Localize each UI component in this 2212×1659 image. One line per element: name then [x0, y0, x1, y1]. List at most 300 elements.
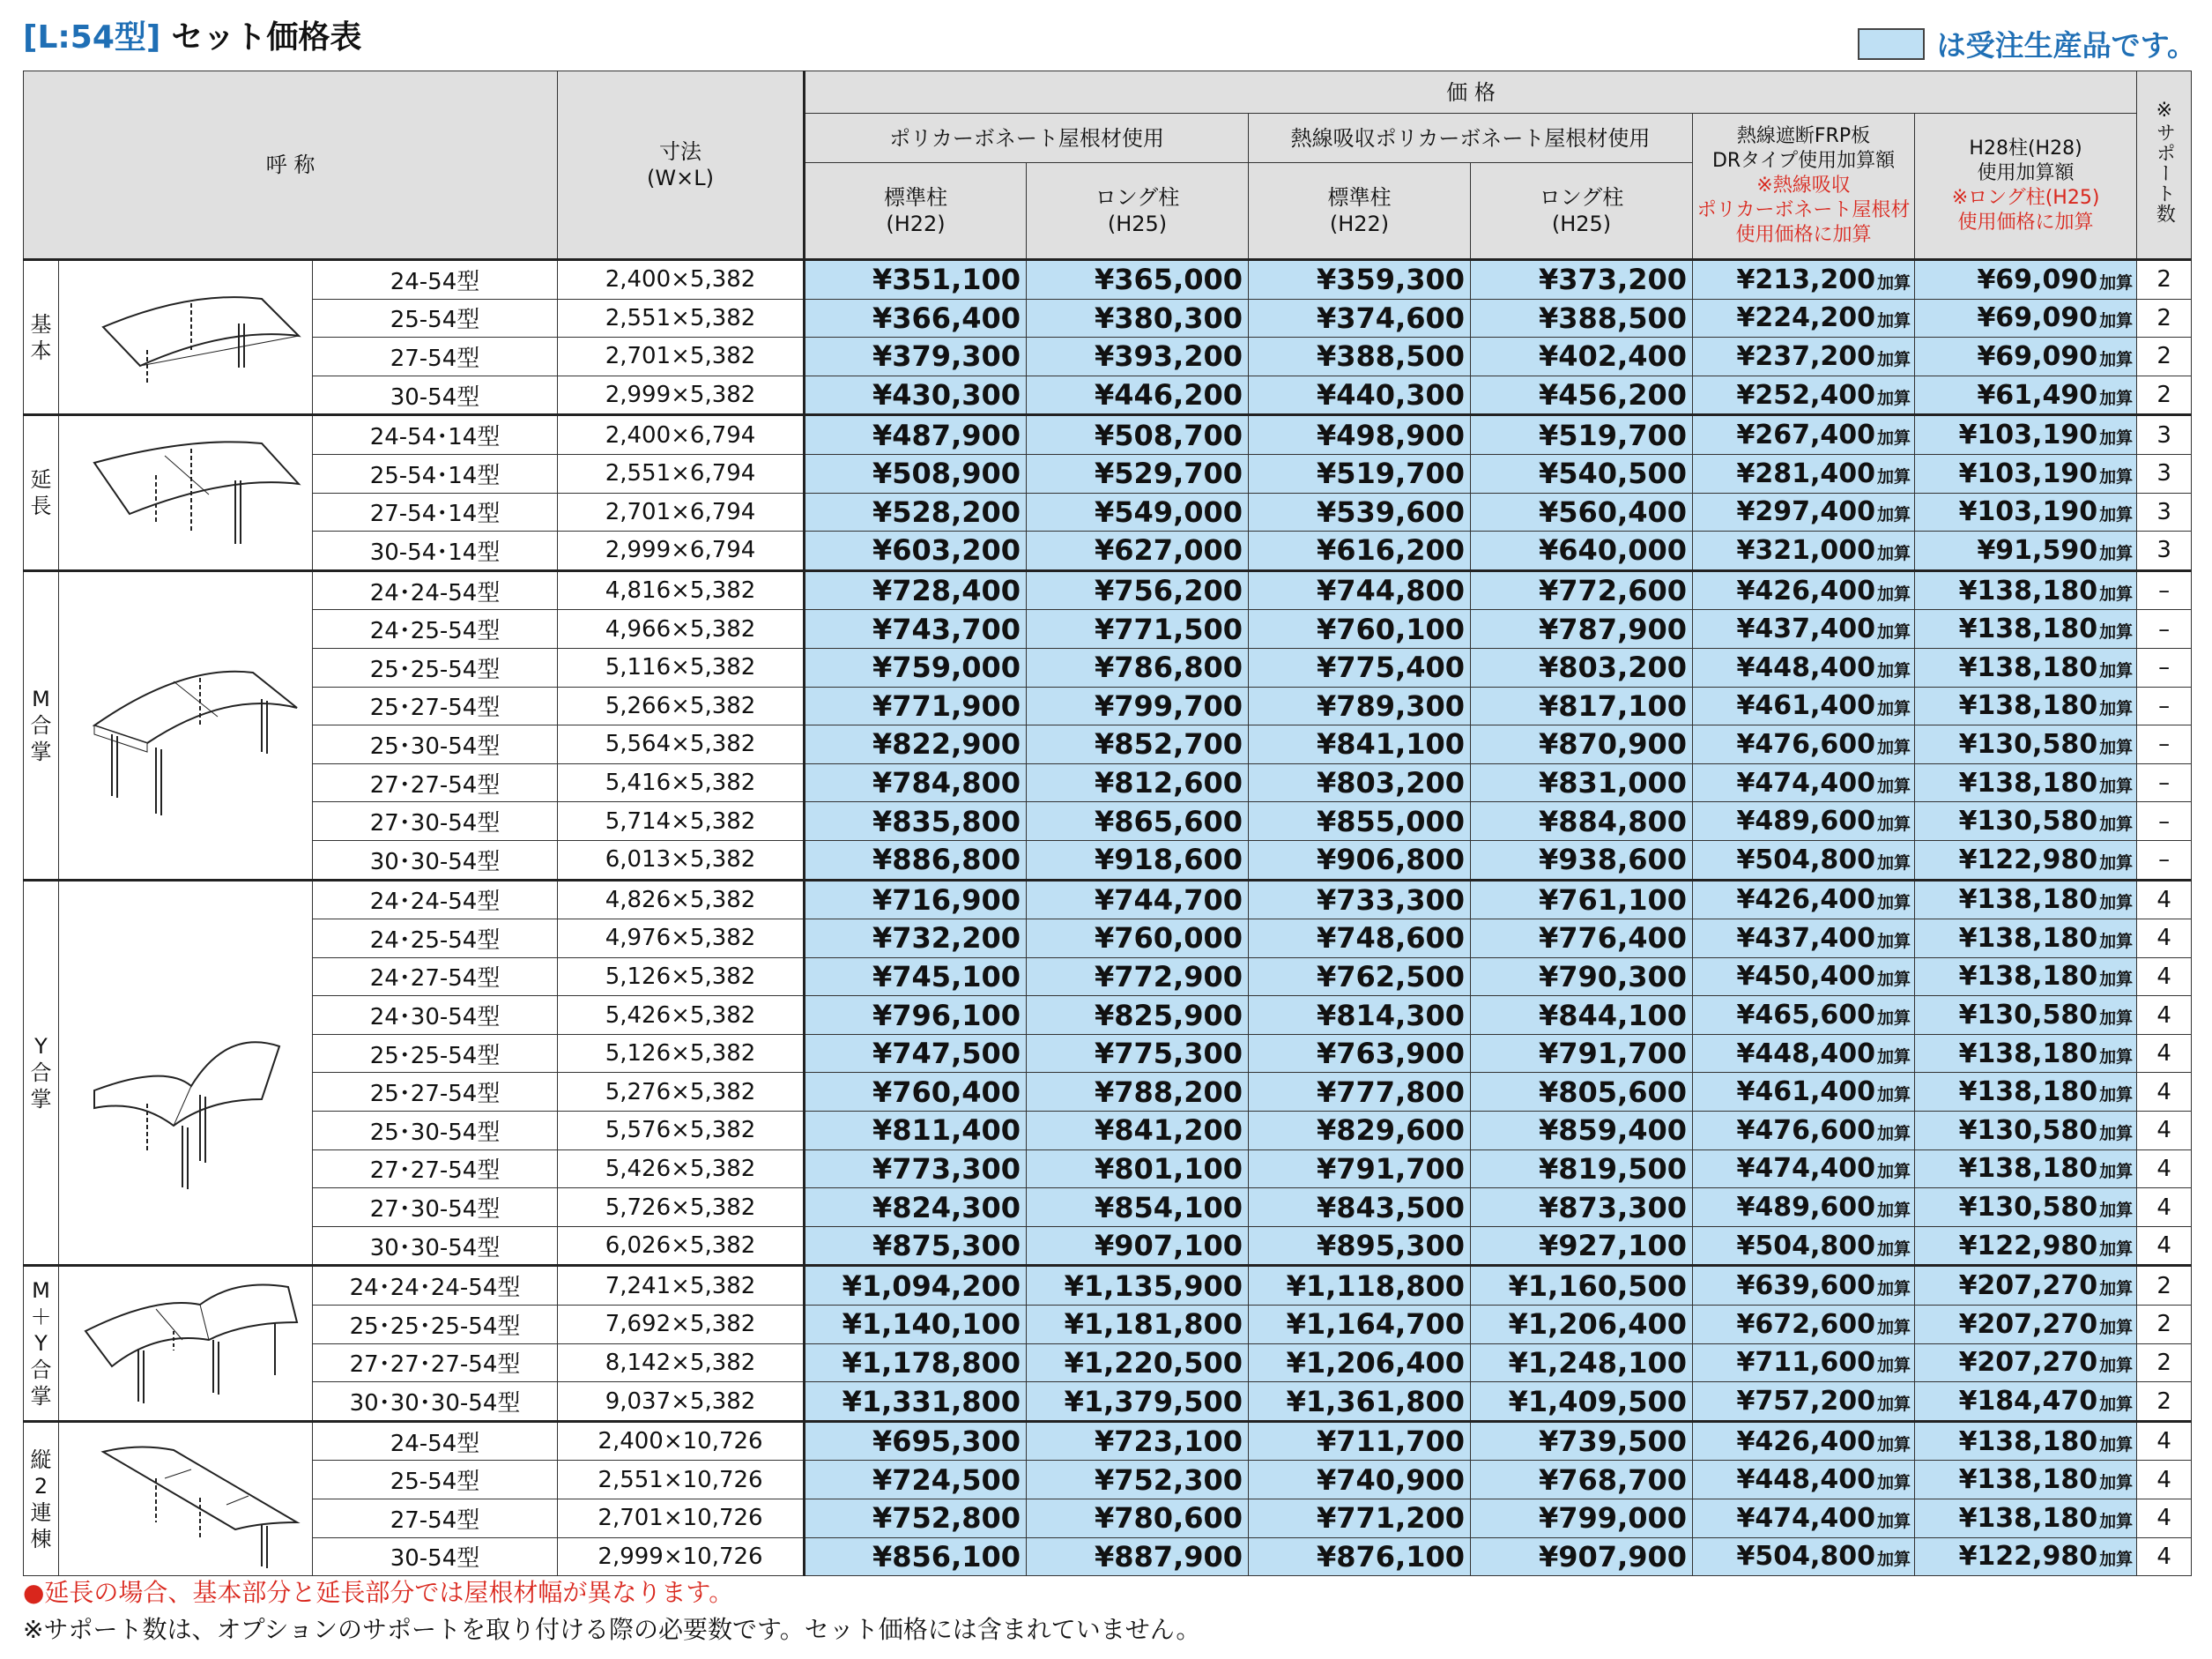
h28-value: ¥138,180 — [1958, 690, 2098, 722]
dimensions: 4,966×5,382 — [558, 610, 805, 649]
h28-value: ¥130,580 — [1958, 1114, 2098, 1146]
frp-value: ¥461,400 — [1736, 1076, 1875, 1108]
frp-value: ¥237,200 — [1736, 340, 1875, 372]
price-pc-standard: ¥1,178,800 — [805, 1343, 1027, 1382]
dimensions: 4,826×5,382 — [558, 880, 805, 919]
model-name: 25-54型 — [313, 1461, 558, 1499]
add-suffix: 加算 — [2099, 893, 2134, 913]
support-count: 2 — [2137, 338, 2192, 376]
support-count: 4 — [2137, 1537, 2192, 1576]
h28-value: ¥103,190 — [1958, 420, 2098, 451]
price-heat-standard: ¥440,300 — [1249, 376, 1471, 415]
header-heat-absorbing: 熱線吸収ポリカーボネート屋根材使用 — [1249, 114, 1693, 163]
price-h28-addition — [1915, 648, 2137, 687]
dimensions: 2,701×6,794 — [558, 493, 805, 532]
price-frp-addition — [1693, 957, 1915, 996]
add-suffix: 加算 — [2099, 1317, 2134, 1337]
model-name: 27-54･14型 — [313, 493, 558, 532]
price-frp-addition — [1693, 299, 1915, 338]
add-suffix: 加算 — [1877, 1434, 1911, 1454]
h28-value: ¥103,190 — [1958, 496, 2098, 528]
dimensions: 5,714×5,382 — [558, 802, 805, 841]
group-label-char: 合 — [30, 712, 52, 738]
price-pc-standard: ¥747,500 — [805, 1034, 1027, 1073]
support-count: – — [2137, 648, 2192, 687]
price-heat-long: ¥1,409,500 — [1471, 1382, 1693, 1422]
dimensions: 9,037×5,382 — [558, 1382, 805, 1422]
add-suffix: 加算 — [2099, 1162, 2134, 1182]
add-suffix: 加算 — [2099, 1550, 2134, 1570]
model-name: 27･27-54型 — [313, 763, 558, 802]
add-suffix: 加算 — [2099, 1046, 2134, 1067]
price-pc-long: ¥549,000 — [1027, 493, 1249, 532]
price-heat-standard: ¥748,600 — [1249, 919, 1471, 958]
price-frp-addition — [1693, 1306, 1915, 1344]
price-pc-long: ¥852,700 — [1027, 725, 1249, 764]
table-row — [24, 1499, 2192, 1538]
add-suffix: 加算 — [1877, 505, 1911, 525]
model-name: 27･30-54型 — [313, 802, 558, 841]
group-label-char: 長 — [30, 494, 52, 519]
add-suffix: 加算 — [1877, 1085, 1911, 1105]
support-count: – — [2137, 687, 2192, 725]
page-title — [23, 12, 361, 56]
price-heat-standard: ¥775,400 — [1249, 648, 1471, 687]
dimensions: 5,116×5,382 — [558, 648, 805, 687]
table-row — [24, 919, 2192, 958]
price-heat-long: ¥768,700 — [1471, 1461, 1693, 1499]
price-heat-standard: ¥814,300 — [1249, 996, 1471, 1035]
add-suffix: 加算 — [2099, 1123, 2134, 1143]
price-h28-addition — [1915, 493, 2137, 532]
dimensions: 5,726×5,382 — [558, 1188, 805, 1227]
add-suffix: 加算 — [2099, 1239, 2134, 1259]
dimensions: 2,999×10,726 — [558, 1537, 805, 1576]
price-heat-long: ¥831,000 — [1471, 763, 1693, 802]
table-row — [24, 1112, 2192, 1150]
price-pc-long: ¥775,300 — [1027, 1034, 1249, 1073]
price-heat-standard: ¥711,700 — [1249, 1421, 1471, 1461]
price-heat-long: ¥927,100 — [1471, 1226, 1693, 1266]
table-row — [24, 802, 2192, 841]
price-frp-addition — [1693, 415, 1915, 455]
header-ha-standard: 標準柱 (H22) — [1249, 163, 1471, 260]
support-count: 2 — [2137, 1382, 2192, 1422]
price-pc-long: ¥854,100 — [1027, 1188, 1249, 1227]
table-row — [24, 1343, 2192, 1382]
extended-carport-illustration — [59, 415, 313, 570]
group-label-char: 棟 — [30, 1526, 52, 1551]
add-suffix: 加算 — [1877, 970, 1911, 990]
model-name: 24-54･14型 — [313, 415, 558, 455]
group-label — [24, 570, 59, 880]
add-suffix: 加算 — [2099, 1511, 2134, 1531]
table-row — [24, 1421, 2192, 1461]
price-h28-addition — [1915, 996, 2137, 1035]
model-name: 25･25-54型 — [313, 648, 558, 687]
table-row — [24, 1073, 2192, 1112]
price-pc-standard: ¥773,300 — [805, 1149, 1027, 1188]
h28-value: ¥91,590 — [1977, 534, 2098, 566]
price-pc-long: ¥771,500 — [1027, 610, 1249, 649]
price-heat-long: ¥799,000 — [1471, 1499, 1693, 1538]
model-name: 24-54型 — [313, 1421, 558, 1461]
table-row — [24, 1461, 2192, 1499]
model-name: 25-54型 — [313, 299, 558, 338]
add-suffix: 加算 — [2099, 466, 2134, 487]
table-row — [24, 376, 2192, 415]
price-frp-addition — [1693, 687, 1915, 725]
model-name: 30-54型 — [313, 376, 558, 415]
add-suffix: 加算 — [2099, 311, 2134, 331]
price-h28-addition — [1915, 880, 2137, 919]
add-suffix: 加算 — [1877, 1395, 1911, 1415]
h28-value: ¥138,180 — [1958, 1425, 2098, 1457]
add-suffix: 加算 — [2099, 931, 2134, 951]
price-h28-addition — [1915, 299, 2137, 338]
price-frp-addition — [1693, 338, 1915, 376]
price-frp-addition — [1693, 1073, 1915, 1112]
model-name: 24-54型 — [313, 260, 558, 300]
price-pc-long: ¥887,900 — [1027, 1537, 1249, 1576]
header-dimensions: 寸法 (W×L) — [558, 71, 805, 260]
group-label-char: 掌 — [30, 739, 52, 764]
price-heat-standard: ¥760,100 — [1249, 610, 1471, 649]
add-suffix: 加算 — [1877, 1239, 1911, 1259]
dimensions: 2,551×5,382 — [558, 299, 805, 338]
support-count: 2 — [2137, 299, 2192, 338]
table-row — [24, 1266, 2192, 1306]
support-count: 3 — [2137, 493, 2192, 532]
model-name: 27･27･27-54型 — [313, 1343, 558, 1382]
h28-value: ¥69,090 — [1977, 264, 2098, 295]
dimensions: 2,400×6,794 — [558, 415, 805, 455]
price-heat-long: ¥791,700 — [1471, 1034, 1693, 1073]
support-count: – — [2137, 570, 2192, 610]
add-suffix: 加算 — [2099, 622, 2134, 643]
support-count: 4 — [2137, 880, 2192, 919]
price-frp-addition — [1693, 1266, 1915, 1306]
add-suffix: 加算 — [2099, 1434, 2134, 1454]
price-heat-long: ¥844,100 — [1471, 996, 1693, 1035]
price-pc-long: ¥865,600 — [1027, 802, 1249, 841]
price-frp-addition — [1693, 610, 1915, 649]
h28-value: ¥138,180 — [1958, 1464, 2098, 1496]
price-pc-standard: ¥856,100 — [805, 1537, 1027, 1576]
price-pc-long: ¥788,200 — [1027, 1073, 1249, 1112]
price-pc-long: ¥380,300 — [1027, 299, 1249, 338]
add-suffix: 加算 — [1877, 1356, 1911, 1376]
table-row — [24, 840, 2192, 880]
frp-value: ¥672,600 — [1736, 1308, 1875, 1340]
frp-value: ¥489,600 — [1736, 806, 1875, 837]
h28-value: ¥130,580 — [1958, 728, 2098, 760]
h28-value: ¥138,180 — [1958, 767, 2098, 799]
group-label-char: Y — [34, 1331, 48, 1357]
add-suffix: 加算 — [2099, 428, 2134, 449]
price-pc-standard: ¥716,900 — [805, 880, 1027, 919]
price-pc-standard: ¥724,500 — [805, 1461, 1027, 1499]
price-pc-long: ¥393,200 — [1027, 338, 1249, 376]
model-name: 25･30-54型 — [313, 725, 558, 764]
dimensions: 4,816×5,382 — [558, 570, 805, 610]
group-label-char: 連 — [30, 1499, 52, 1525]
add-suffix: 加算 — [1877, 931, 1911, 951]
price-heat-standard: ¥906,800 — [1249, 840, 1471, 880]
add-suffix: 加算 — [1877, 272, 1911, 293]
support-count: 4 — [2137, 1421, 2192, 1461]
price-heat-long: ¥456,200 — [1471, 376, 1693, 415]
price-h28-addition — [1915, 919, 2137, 958]
add-suffix: 加算 — [1877, 622, 1911, 643]
note-extension: ●延長の場合、基本部分と延長部分では屋根材幅が異なります。 — [23, 1578, 734, 1607]
support-count: 2 — [2137, 1306, 2192, 1344]
price-pc-standard: ¥835,800 — [805, 802, 1027, 841]
table-row — [24, 763, 2192, 802]
table-row — [24, 493, 2192, 532]
dimensions: 6,013×5,382 — [558, 840, 805, 880]
price-h28-addition — [1915, 957, 2137, 996]
price-pc-standard: ¥508,900 — [805, 454, 1027, 493]
add-suffix: 加算 — [1877, 428, 1911, 449]
price-heat-standard: ¥841,100 — [1249, 725, 1471, 764]
table-row — [24, 996, 2192, 1035]
dimensions: 5,276×5,382 — [558, 1073, 805, 1112]
frp-value: ¥297,400 — [1736, 496, 1875, 528]
price-table-body — [24, 260, 2192, 1576]
price-pc-standard: ¥695,300 — [805, 1421, 1027, 1461]
frp-value: ¥489,600 — [1736, 1192, 1875, 1224]
price-pc-standard: ¥824,300 — [805, 1188, 1027, 1227]
table-row — [24, 1382, 2192, 1422]
dimensions: 7,241×5,382 — [558, 1266, 805, 1306]
table-row — [24, 1149, 2192, 1188]
add-suffix: 加算 — [1877, 737, 1911, 757]
dimensions: 5,416×5,382 — [558, 763, 805, 802]
note-support: ※サポート数は、オプションのサポートを取り付ける際の必要数です。セット価格には含まれていません。 — [23, 1615, 1201, 1644]
price-h28-addition — [1915, 1112, 2137, 1150]
table-row — [24, 1034, 2192, 1073]
h28-value: ¥61,490 — [1977, 379, 2098, 411]
price-heat-long: ¥907,900 — [1471, 1537, 1693, 1576]
header-frp: 熱線遮断FRP板 DRタイプ使用加算額 ※熱線吸収 ポリカーボネート屋根材 使用価格に加算 — [1693, 114, 1915, 260]
price-frp-addition — [1693, 840, 1915, 880]
frp-value: ¥465,600 — [1736, 1000, 1875, 1031]
dimensions: 2,400×10,726 — [558, 1421, 805, 1461]
group-label-char: 本 — [30, 338, 52, 363]
price-h28-addition — [1915, 1421, 2137, 1461]
price-h28-addition — [1915, 725, 2137, 764]
group-label-char: M — [32, 686, 50, 711]
price-pc-standard: ¥351,100 — [805, 260, 1027, 300]
add-suffix: 加算 — [2099, 776, 2134, 796]
price-heat-standard: ¥388,500 — [1249, 338, 1471, 376]
dimensions: 5,576×5,382 — [558, 1112, 805, 1150]
dimensions: 2,551×10,726 — [558, 1461, 805, 1499]
h28-value: ¥207,270 — [1958, 1347, 2098, 1379]
h28-value: ¥130,580 — [1958, 1192, 2098, 1224]
price-h28-addition — [1915, 532, 2137, 571]
dimensions: 5,126×5,382 — [558, 1034, 805, 1073]
add-suffix: 加算 — [2099, 737, 2134, 757]
header-ha-long: ロング柱 (H25) — [1471, 163, 1693, 260]
frp-value: ¥437,400 — [1736, 922, 1875, 954]
price-pc-standard: ¥760,400 — [805, 1073, 1027, 1112]
price-h28-addition — [1915, 1226, 2137, 1266]
price-pc-long: ¥1,220,500 — [1027, 1343, 1249, 1382]
price-pc-long: ¥801,100 — [1027, 1149, 1249, 1188]
price-h28-addition — [1915, 610, 2137, 649]
model-name: 27･30-54型 — [313, 1188, 558, 1227]
table-row — [24, 454, 2192, 493]
price-pc-long: ¥1,135,900 — [1027, 1266, 1249, 1306]
add-suffix: 加算 — [2099, 1008, 2134, 1029]
price-heat-standard: ¥1,206,400 — [1249, 1343, 1471, 1382]
add-suffix: 加算 — [2099, 1279, 2134, 1299]
table-row — [24, 415, 2192, 455]
add-suffix: 加算 — [2099, 1395, 2134, 1415]
add-suffix: 加算 — [1877, 466, 1911, 487]
h28-value: ¥69,090 — [1977, 340, 2098, 372]
support-count: 3 — [2137, 454, 2192, 493]
support-count: – — [2137, 802, 2192, 841]
add-suffix: 加算 — [2099, 1201, 2134, 1221]
price-h28-addition — [1915, 415, 2137, 455]
notes — [23, 1574, 1200, 1648]
frp-value: ¥213,200 — [1736, 264, 1875, 295]
model-name: 27･27-54型 — [313, 1149, 558, 1188]
group-label-char: 掌 — [30, 1384, 52, 1410]
header-polycarbonate: ポリカーボネート屋根材使用 — [805, 114, 1249, 163]
model-name: 24･24-54型 — [313, 570, 558, 610]
dimensions: 7,692×5,382 — [558, 1306, 805, 1344]
add-suffix: 加算 — [2099, 543, 2134, 563]
frp-value: ¥437,400 — [1736, 614, 1875, 645]
model-name: 30･30･30-54型 — [313, 1382, 558, 1422]
table-row — [24, 299, 2192, 338]
price-h28-addition — [1915, 338, 2137, 376]
h28-value: ¥138,180 — [1958, 922, 2098, 954]
price-pc-standard: ¥728,400 — [805, 570, 1027, 610]
price-frp-addition — [1693, 1188, 1915, 1227]
support-count: 3 — [2137, 532, 2192, 571]
price-heat-long: ¥761,100 — [1471, 880, 1693, 919]
add-suffix: 加算 — [1877, 1123, 1911, 1143]
support-count: 2 — [2137, 376, 2192, 415]
price-heat-standard: ¥744,800 — [1249, 570, 1471, 610]
h28-value: ¥207,270 — [1958, 1308, 2098, 1340]
price-heat-standard: ¥789,300 — [1249, 687, 1471, 725]
support-count: – — [2137, 763, 2192, 802]
model-name: 27-54型 — [313, 338, 558, 376]
model-name: 25･27-54型 — [313, 687, 558, 725]
price-frp-addition — [1693, 880, 1915, 919]
support-count: 2 — [2137, 260, 2192, 300]
add-suffix: 加算 — [1877, 543, 1911, 563]
frp-value: ¥450,400 — [1736, 961, 1875, 993]
h28-value: ¥69,090 — [1977, 302, 2098, 334]
support-count: 4 — [2137, 1149, 2192, 1188]
table-row — [24, 648, 2192, 687]
price-pc-standard: ¥822,900 — [805, 725, 1027, 764]
price-heat-standard: ¥498,900 — [1249, 415, 1471, 455]
price-h28-addition — [1915, 763, 2137, 802]
support-count: – — [2137, 610, 2192, 649]
price-heat-standard: ¥895,300 — [1249, 1226, 1471, 1266]
frp-value: ¥426,400 — [1736, 884, 1875, 916]
price-h28-addition — [1915, 570, 2137, 610]
price-frp-addition — [1693, 725, 1915, 764]
add-suffix: 加算 — [1877, 1201, 1911, 1221]
h28-value: ¥138,180 — [1958, 651, 2098, 683]
price-pc-standard: ¥759,000 — [805, 648, 1027, 687]
support-count: 4 — [2137, 1112, 2192, 1150]
add-suffix: 加算 — [1877, 852, 1911, 873]
frp-value: ¥281,400 — [1736, 458, 1875, 489]
price-h28-addition — [1915, 687, 2137, 725]
table-row — [24, 610, 2192, 649]
add-suffix: 加算 — [2099, 272, 2134, 293]
frp-value: ¥476,600 — [1736, 728, 1875, 760]
model-name: 24･25-54型 — [313, 610, 558, 649]
model-code: [L:54型] — [23, 19, 161, 56]
price-frp-addition — [1693, 919, 1915, 958]
price-frp-addition — [1693, 376, 1915, 415]
h28-value: ¥138,180 — [1958, 961, 2098, 993]
price-frp-addition — [1693, 260, 1915, 300]
frp-value: ¥426,400 — [1736, 1425, 1875, 1457]
price-pc-long: ¥812,600 — [1027, 763, 1249, 802]
add-suffix: 加算 — [2099, 1473, 2134, 1493]
support-count: 4 — [2137, 957, 2192, 996]
price-h28-addition — [1915, 1499, 2137, 1538]
add-suffix: 加算 — [1877, 1046, 1911, 1067]
price-pc-long: ¥907,100 — [1027, 1226, 1249, 1266]
table-row — [24, 1537, 2192, 1576]
group-label-char: ＋ — [30, 1305, 52, 1330]
price-heat-long: ¥739,500 — [1471, 1421, 1693, 1461]
table-row — [24, 725, 2192, 764]
dimensions: 8,142×5,382 — [558, 1343, 805, 1382]
tandem-carport-illustration — [59, 1421, 313, 1575]
price-heat-long: ¥870,900 — [1471, 725, 1693, 764]
price-heat-long: ¥772,600 — [1471, 570, 1693, 610]
add-suffix: 加算 — [1877, 1511, 1911, 1531]
price-heat-long: ¥873,300 — [1471, 1188, 1693, 1227]
model-name: 24･25-54型 — [313, 919, 558, 958]
legend-text: は受注生産品です。 — [1936, 28, 2196, 63]
add-suffix: 加算 — [1877, 1279, 1911, 1299]
price-heat-standard: ¥763,900 — [1249, 1034, 1471, 1073]
header-pc-long: ロング柱 (H25) — [1027, 163, 1249, 260]
price-frp-addition — [1693, 1382, 1915, 1422]
table-row — [24, 880, 2192, 919]
price-heat-long: ¥373,200 — [1471, 260, 1693, 300]
h28-value: ¥130,580 — [1958, 1000, 2098, 1031]
h28-value: ¥138,180 — [1958, 1076, 2098, 1108]
model-name: 30-54型 — [313, 1537, 558, 1576]
price-h28-addition — [1915, 1537, 2137, 1576]
support-count: – — [2137, 725, 2192, 764]
model-name: 30･30-54型 — [313, 1226, 558, 1266]
add-suffix: 加算 — [1877, 893, 1911, 913]
header-price: 価 格 — [805, 71, 2137, 114]
h28-value: ¥138,180 — [1958, 884, 2098, 916]
add-suffix: 加算 — [2099, 815, 2134, 835]
dimensions: 4,976×5,382 — [558, 919, 805, 958]
frp-value: ¥461,400 — [1736, 690, 1875, 722]
price-pc-standard: ¥811,400 — [805, 1112, 1027, 1150]
